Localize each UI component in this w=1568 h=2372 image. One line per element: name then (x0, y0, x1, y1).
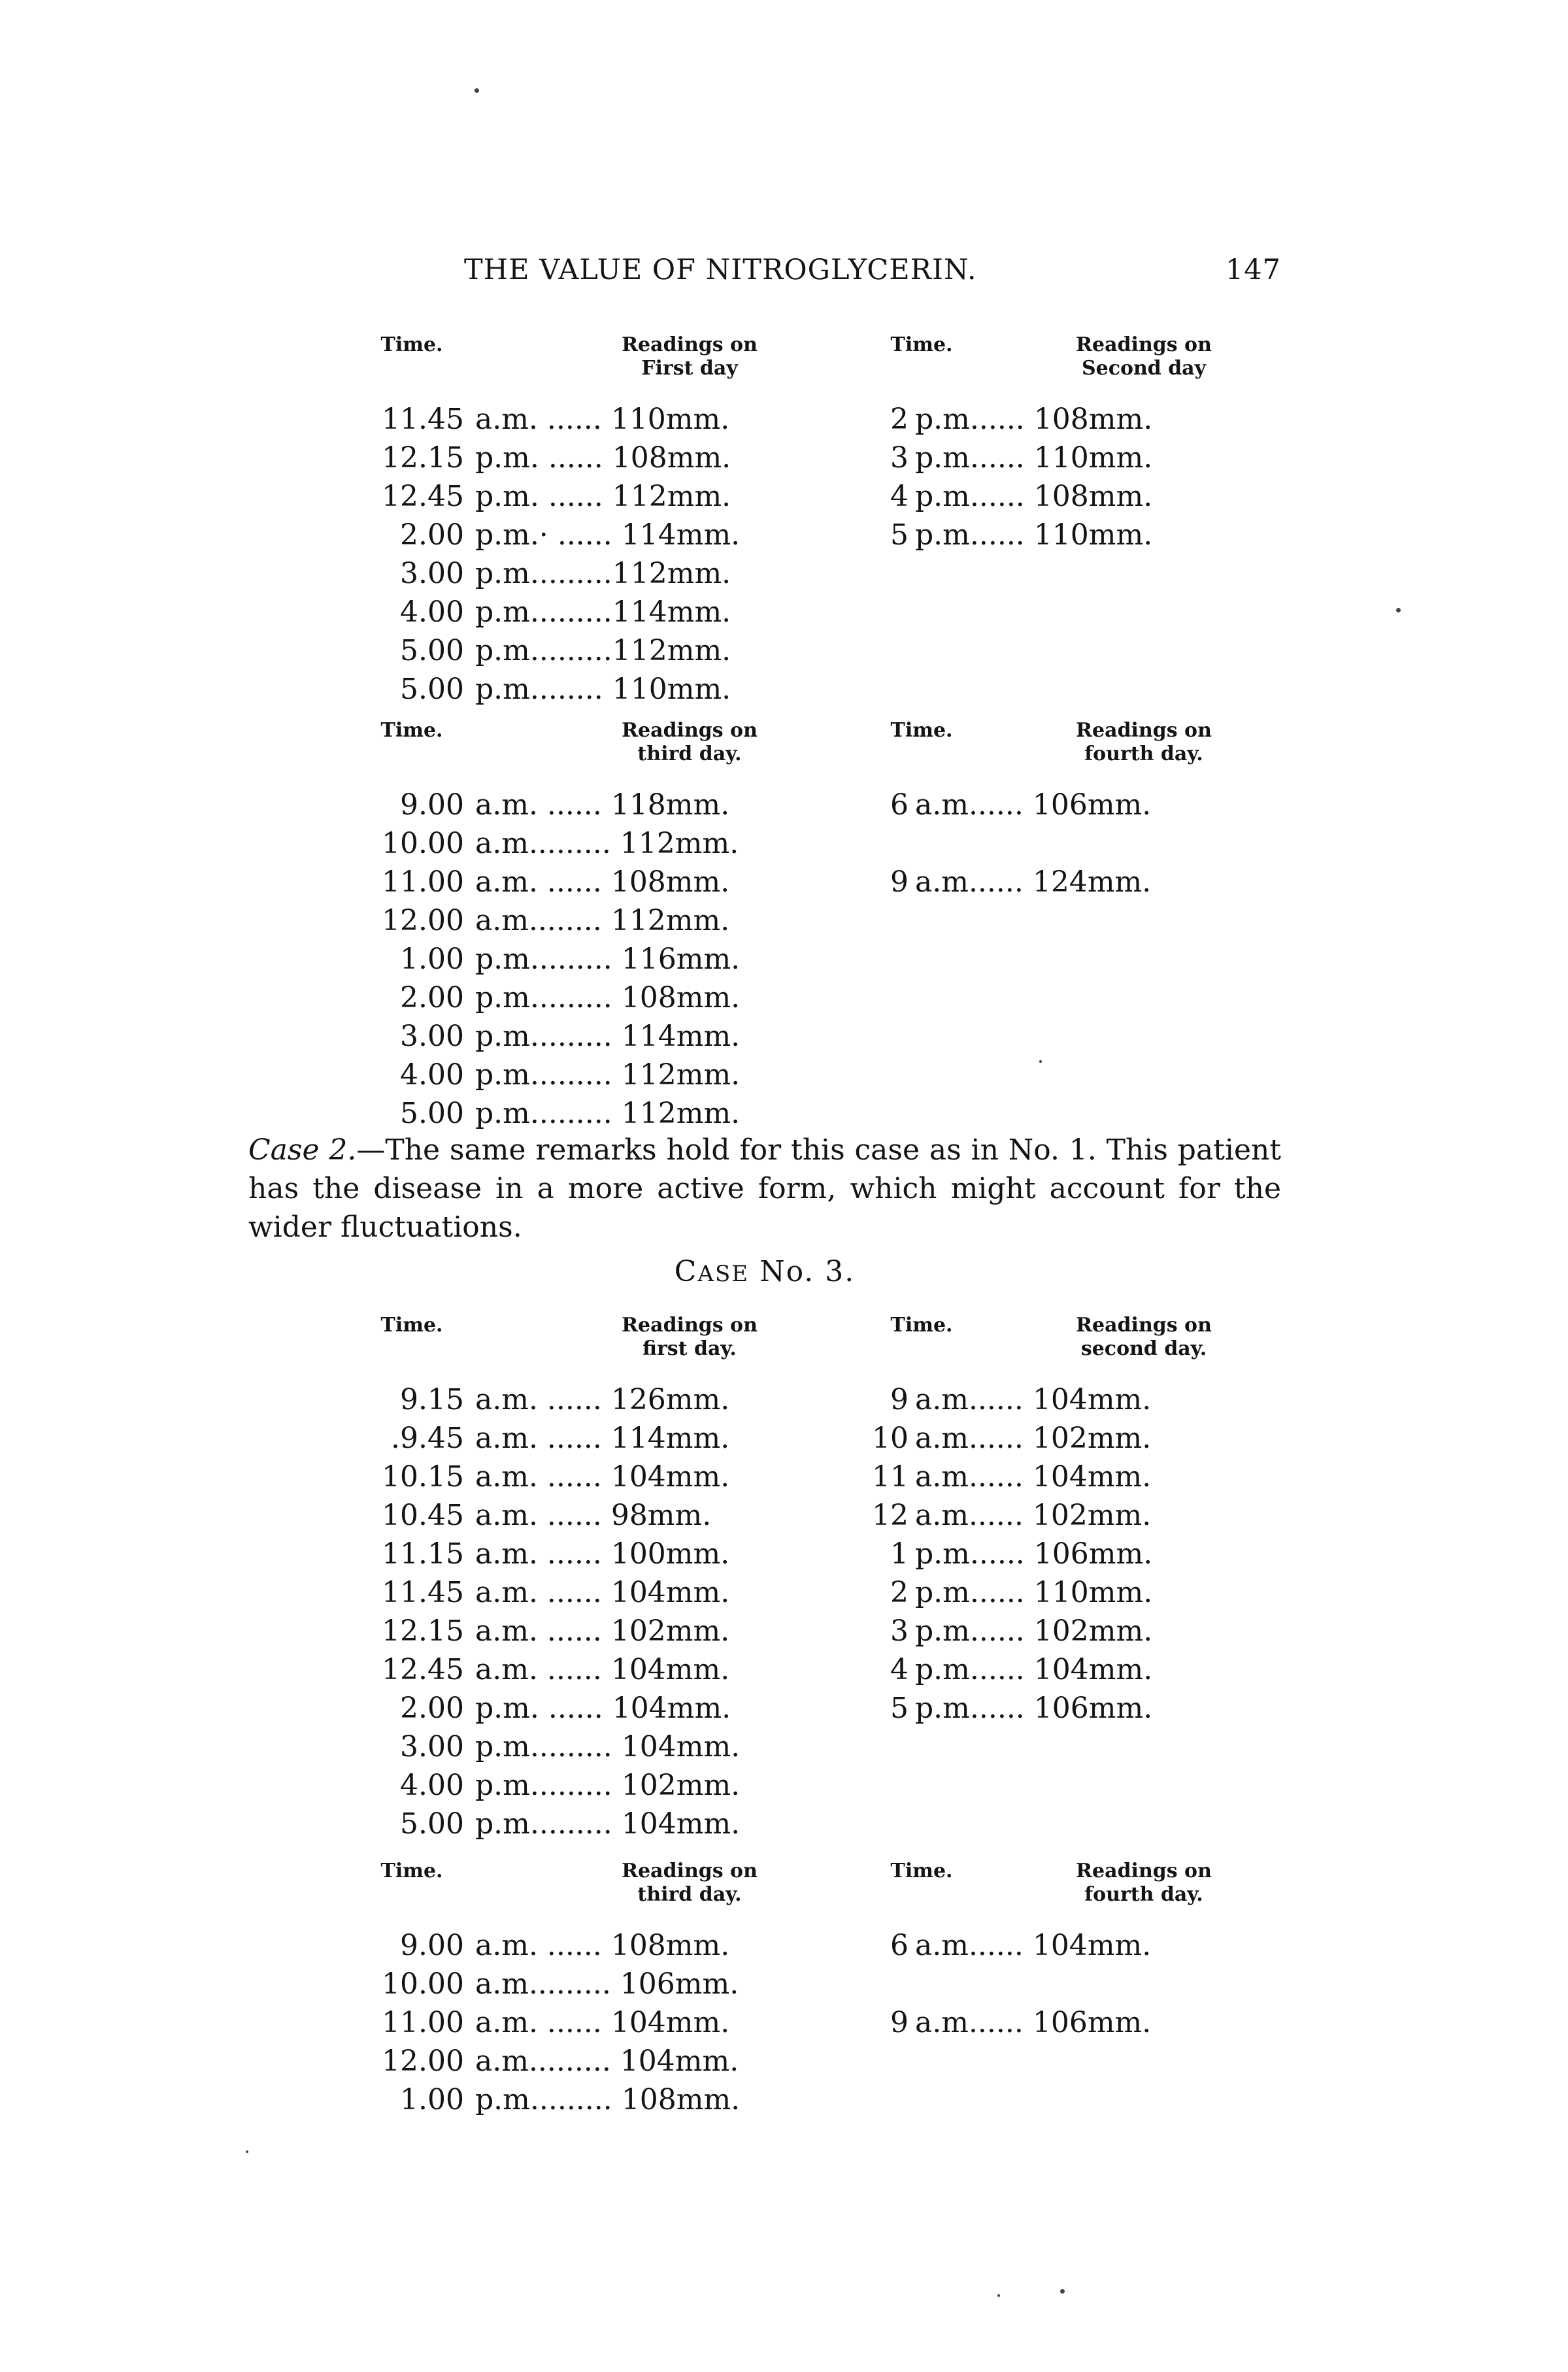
readings-label: Readings on third day. (622, 719, 758, 765)
reading-value: a.m. ...... 104mm. (475, 1576, 730, 1609)
reading-value: a.m...... 124mm. (915, 865, 1152, 899)
table-row (324, 978, 859, 1017)
reading-value: a.m. ...... 108mm. (475, 1929, 730, 1962)
time-value: 11.00 (382, 865, 464, 899)
reading-value: a.m...... 102mm. (915, 1499, 1152, 1532)
table-row (864, 477, 1269, 516)
table-row (324, 1650, 859, 1689)
reading-value: p.m.........114mm. (475, 595, 731, 629)
table-row (864, 1535, 1269, 1573)
time-value: 11.45 (382, 1576, 464, 1609)
time-value: 3.00 (400, 1020, 464, 1053)
left-column (324, 1926, 859, 2119)
table-row (324, 2080, 859, 2119)
time-value: 9.00 (400, 1929, 464, 1962)
time-value: 9 (890, 2006, 909, 2039)
readings-label: Readings on second day. (1076, 1314, 1212, 1360)
reading-value: a.m...... 104mm. (915, 1929, 1152, 1962)
reading-value: p.m......... 116mm. (475, 943, 741, 976)
time-value: 5 (890, 1692, 909, 1725)
table-case3-days1-2 (248, 1314, 1281, 1841)
table-row (324, 1926, 859, 1965)
reading-value: a.m...... 106mm. (915, 2006, 1152, 2039)
table-header (248, 1860, 1281, 1926)
reading-value: p.m. ...... 104mm. (475, 1692, 731, 1725)
table-row (324, 670, 859, 709)
readings-label: Readings on fourth day. (1076, 719, 1212, 765)
left-column (324, 786, 859, 1133)
reading-value: p.m...... 106mm. (915, 1537, 1153, 1571)
time-value: 5.00 (400, 634, 464, 667)
reading-value: p.m........ 110mm. (475, 673, 731, 706)
table-row (324, 2003, 859, 2042)
table-row (324, 593, 859, 631)
scan-speck (1039, 1060, 1042, 1063)
time-label: Time. (890, 333, 953, 356)
table-row (324, 1728, 859, 1766)
time-value: 12.45 (382, 1653, 464, 1686)
table-row (324, 1965, 859, 2003)
time-value: 1.00 (400, 943, 464, 976)
time-value: 3 (890, 1614, 909, 1648)
time-value: 2 (890, 1576, 909, 1609)
reading-value: p.m...... 110mm. (915, 441, 1153, 475)
time-value: 4 (890, 480, 909, 513)
table-row (864, 1458, 1269, 1496)
reading-value: a.m......... 112mm. (475, 827, 739, 860)
table-row (864, 1419, 1269, 1458)
time-label: Time. (380, 333, 443, 356)
time-value: 4.00 (400, 1769, 464, 1802)
reading-value: a.m........ 112mm. (475, 904, 730, 937)
reading-value: p.m. ...... 108mm. (475, 441, 731, 475)
left-column (324, 1380, 859, 1843)
scan-speck (246, 2150, 248, 2153)
time-value: 5 (890, 518, 909, 552)
reading-value: p.m......... 104mm. (475, 1730, 741, 1763)
time-value: 3.00 (400, 557, 464, 590)
reading-value: p.m...... 108mm. (915, 403, 1153, 436)
table-row (324, 1056, 859, 1094)
reading-value: p.m...... 108mm. (915, 480, 1153, 513)
table-row (324, 2042, 859, 2080)
time-value: 12.15 (382, 441, 464, 475)
table-header (248, 719, 1281, 786)
table-row (324, 439, 859, 477)
table-row (324, 400, 859, 439)
table-row (324, 1496, 859, 1535)
reading-value: a.m...... 106mm. (915, 788, 1152, 822)
time-label: Time. (890, 1860, 953, 1882)
time-value: 2.00 (400, 981, 464, 1014)
right-column (864, 1926, 1269, 2042)
table-row (864, 824, 1269, 863)
reading-value: p.m...... 104mm. (915, 1653, 1153, 1686)
table-row (324, 1805, 859, 1843)
time-value: 12.00 (382, 904, 464, 937)
table-header (248, 1314, 1281, 1380)
time-value: 2 (890, 403, 909, 436)
case-3-title: CASE No. 3. (674, 1255, 856, 1288)
table-row (864, 786, 1269, 824)
table-row (864, 1650, 1269, 1689)
scan-speck (1060, 2289, 1065, 2294)
table-case3-days3-4 (248, 1860, 1281, 2116)
time-value: 3.00 (400, 1730, 464, 1763)
reading-value: a.m...... 104mm. (915, 1460, 1152, 1494)
reading-value: a.m. ...... 114mm. (475, 1422, 730, 1455)
table-row (864, 863, 1269, 901)
reading-value: a.m. ...... 98mm. (475, 1499, 712, 1532)
reading-value: a.m. ...... 118mm. (475, 788, 730, 822)
reading-value: a.m. ...... 126mm. (475, 1383, 730, 1416)
reading-value: a.m. ...... 100mm. (475, 1537, 730, 1571)
reading-value: a.m......... 104mm. (475, 2045, 739, 2078)
case-2-lead: Case 2. (248, 1133, 357, 1167)
table-case1-days3-4 (248, 719, 1281, 1130)
right-column (864, 1380, 1269, 1728)
reading-value: p.m.........112mm. (475, 557, 731, 590)
table-header (248, 333, 1281, 400)
table-row (324, 1380, 859, 1419)
readings-label: Readings on first day. (622, 1314, 758, 1360)
table-row (324, 516, 859, 554)
time-value: 12 (872, 1499, 909, 1532)
time-value: 9 (890, 865, 909, 899)
table-row (324, 1573, 859, 1612)
time-label: Time. (890, 1314, 953, 1337)
time-label: Time. (380, 1314, 443, 1337)
reading-value: a.m. ...... 102mm. (475, 1614, 730, 1648)
time-value: 4.00 (400, 595, 464, 629)
time-value: 9 (890, 1383, 909, 1416)
time-value: 12.15 (382, 1614, 464, 1648)
table-row (324, 940, 859, 978)
case-2-text: —The same remarks hold for this case as in No. 1. This patient has the disease in a more active form, which might account for the wider fluctuations. (248, 1133, 1282, 1244)
reading-value: p.m...... 106mm. (915, 1692, 1153, 1725)
reading-value: a.m. ...... 104mm. (475, 2006, 730, 2039)
time-value: 1.00 (400, 2083, 464, 2116)
table-row (324, 477, 859, 516)
right-column (864, 786, 1269, 901)
reading-value: p.m.· ...... 114mm. (475, 518, 741, 552)
table-row (864, 2003, 1269, 2042)
table-row (324, 1017, 859, 1056)
table-row (324, 631, 859, 670)
reading-value: p.m......... 112mm. (475, 1058, 741, 1092)
time-value: 10.45 (382, 1499, 464, 1532)
time-value: 10.15 (382, 1460, 464, 1494)
table-row (324, 786, 859, 824)
time-value: 10.00 (382, 827, 464, 860)
time-value: 9.15 (400, 1383, 464, 1416)
page-number: 147 (1225, 254, 1281, 286)
running-title: THE VALUE OF NITROGLYCERIN. (464, 254, 977, 286)
time-label: Time. (380, 1860, 443, 1882)
reading-value: p.m. ...... 112mm. (475, 480, 731, 513)
time-value: 5.00 (400, 673, 464, 706)
reading-value: p.m.........112mm. (475, 634, 731, 667)
table-row (324, 554, 859, 593)
reading-value: a.m. ...... 108mm. (475, 865, 730, 899)
reading-value: a.m. ...... 104mm. (475, 1460, 730, 1494)
time-value: 11 (872, 1460, 909, 1494)
time-value: 12.45 (382, 480, 464, 513)
table-row (324, 1458, 859, 1496)
time-value: 6 (890, 788, 909, 822)
table-case1-days1-2 (248, 333, 1281, 706)
time-value: .9.45 (391, 1422, 464, 1455)
reading-value: p.m......... 102mm. (475, 1769, 741, 1802)
running-header (248, 254, 1281, 293)
time-value: 9.00 (400, 788, 464, 822)
reading-value: p.m......... 104mm. (475, 1807, 741, 1841)
time-label: Time. (380, 719, 443, 742)
time-value: 11.00 (382, 2006, 464, 2039)
left-column (324, 400, 859, 709)
time-label: Time. (890, 719, 953, 742)
time-value: 10 (872, 1422, 909, 1455)
reading-value: a.m. ...... 104mm. (475, 1653, 730, 1686)
readings-label: Readings on third day. (622, 1860, 758, 1906)
table-row (864, 400, 1269, 439)
right-column (864, 400, 1269, 554)
table-row (324, 1535, 859, 1573)
time-value: 1 (890, 1537, 909, 1571)
reading-value: a.m...... 104mm. (915, 1383, 1152, 1416)
table-row (324, 1766, 859, 1805)
table-row (324, 1419, 859, 1458)
reading-value: a.m...... 102mm. (915, 1422, 1152, 1455)
table-row (864, 1926, 1269, 1965)
scan-speck (1396, 608, 1401, 612)
time-value: 5.00 (400, 1807, 464, 1841)
table-row (324, 901, 859, 940)
reading-value: p.m...... 102mm. (915, 1614, 1153, 1648)
table-row (864, 1965, 1269, 2003)
reading-value: p.m......... 108mm. (475, 2083, 741, 2116)
table-row (864, 1689, 1269, 1728)
table-row (864, 1573, 1269, 1612)
time-value: 4 (890, 1653, 909, 1686)
table-row (324, 1689, 859, 1728)
time-value: 2.00 (400, 1692, 464, 1725)
reading-value: a.m. ...... 110mm. (475, 403, 730, 436)
time-value: 2.00 (400, 518, 464, 552)
reading-value: p.m......... 114mm. (475, 1020, 741, 1053)
table-row (324, 863, 859, 901)
table-row (864, 439, 1269, 477)
time-value: 5.00 (400, 1097, 464, 1130)
table-row (324, 1094, 859, 1133)
reading-value: p.m......... 108mm. (475, 981, 741, 1014)
table-row (864, 1380, 1269, 1419)
reading-value: a.m......... 106mm. (475, 1967, 739, 2001)
time-value: 4.00 (400, 1058, 464, 1092)
scan-speck (997, 2294, 1000, 2297)
time-value: 11.45 (382, 403, 464, 436)
table-row (324, 1612, 859, 1650)
time-value: 10.00 (382, 1967, 464, 2001)
table-row (324, 824, 859, 863)
readings-label: Readings on Second day (1076, 333, 1212, 380)
time-value: 12.00 (382, 2045, 464, 2078)
reading-value: p.m...... 110mm. (915, 518, 1153, 552)
readings-label: Readings on First day (622, 333, 758, 380)
time-value: 11.15 (382, 1537, 464, 1571)
table-row (864, 1612, 1269, 1650)
reading-value: p.m......... 112mm. (475, 1097, 741, 1130)
table-row (864, 1496, 1269, 1535)
time-value: 6 (890, 1929, 909, 1962)
scan-speck (475, 88, 479, 93)
time-value: 3 (890, 441, 909, 475)
table-row (864, 516, 1269, 554)
reading-value: p.m...... 110mm. (915, 1576, 1153, 1609)
case-2-paragraph (248, 1131, 1281, 1246)
readings-label: Readings on fourth day. (1076, 1860, 1212, 1906)
